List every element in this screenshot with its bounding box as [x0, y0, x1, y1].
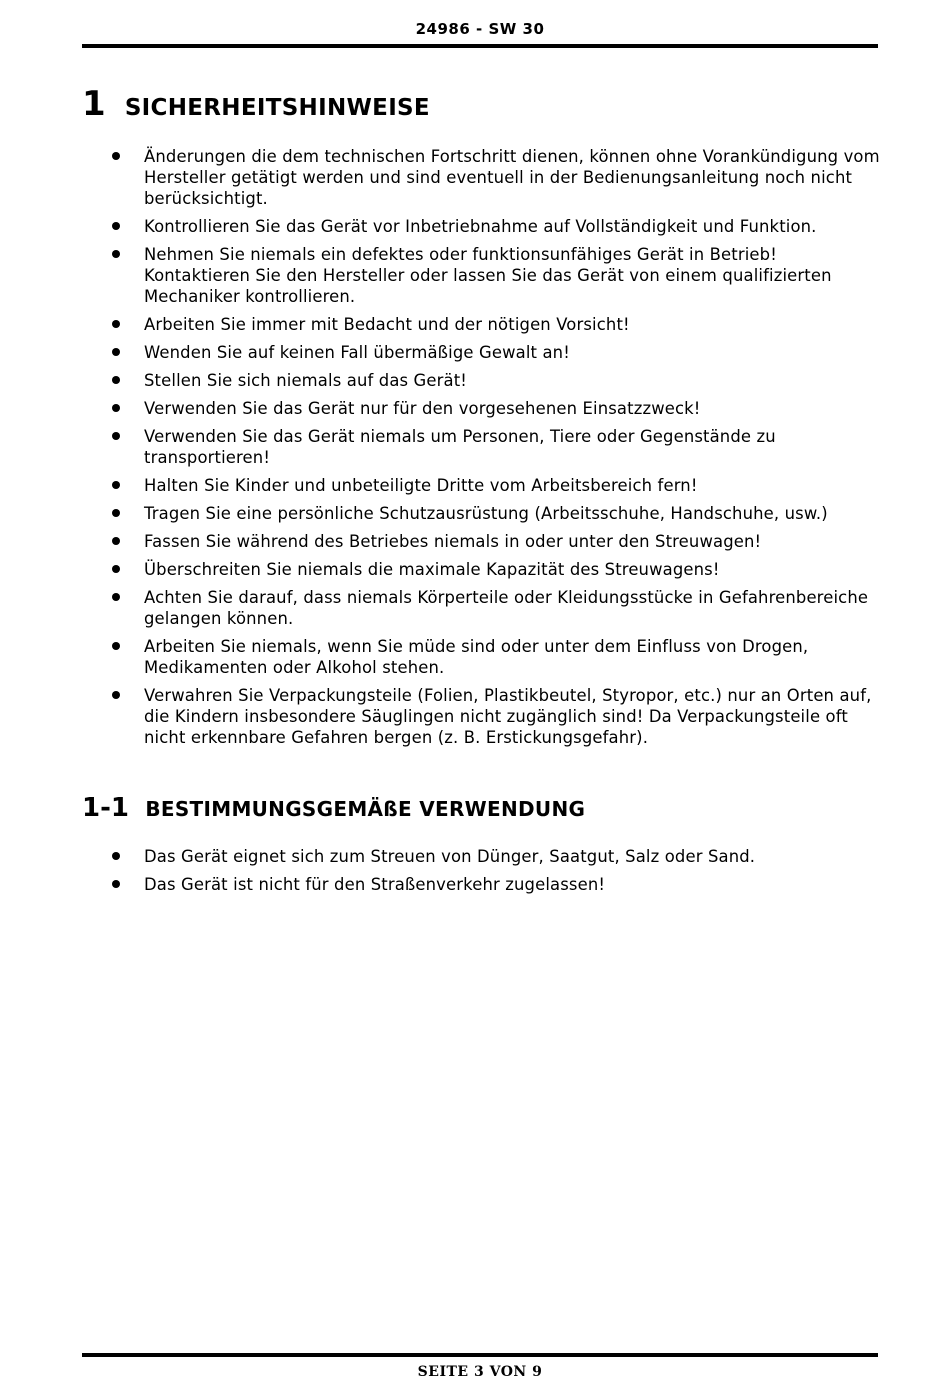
list-item: [110, 846, 880, 867]
list-item-text: Achten Sie darauf, dass niemals Körperteile oder Kleidungsstücke in Gefahrenbereiche gelangen können.: [144, 588, 869, 628]
bullet-icon: [112, 481, 120, 489]
bullet-icon: [112, 565, 120, 573]
bullet-icon: [112, 852, 120, 860]
list-item-text: Verwahren Sie Verpackungsteile (Folien, Plastikbeutel, Styropor, etc.) nur an Orten auf, die Kindern insbesondere Säuglingen nicht zugänglich sind! Da Verpackungsteile oft nicht erkennbare Gefahren bergen (z. B. Erstickungsgefahr).: [144, 686, 872, 747]
list-item: [110, 426, 880, 468]
list-item-text: Nehmen Sie niemals ein defektes oder funktionsunfähiges Gerät in Betrieb! Kontaktieren Sie den Hersteller oder lassen Sie das Gerät von einem qualifizierten Mechaniker kontrollieren.: [144, 245, 832, 306]
bullet-icon: [112, 250, 120, 258]
list-item: [110, 587, 880, 629]
list-item: [110, 398, 880, 419]
list-item-text: Das Gerät eignet sich zum Streuen von Dünger, Saatgut, Salz oder Sand.: [144, 847, 756, 866]
bullet-icon: [112, 320, 120, 328]
list-item-text: Arbeiten Sie immer mit Bedacht und der nötigen Vorsicht!: [144, 315, 630, 334]
bullet-icon: [112, 152, 120, 160]
section-number: 1: [82, 84, 106, 124]
list-item: [110, 685, 880, 748]
bullet-icon: [112, 642, 120, 650]
list-item: [110, 475, 880, 496]
footer-rule: [82, 1353, 878, 1357]
list-item: [110, 636, 880, 678]
list-item: [110, 146, 880, 209]
bullet-icon: [112, 348, 120, 356]
list-item: [110, 874, 880, 895]
list-item: [110, 244, 880, 307]
list-item-text: Überschreiten Sie niemals die maximale Kapazität des Streuwagens!: [144, 560, 720, 579]
section-title: SICHERHEITSHINWEISE: [124, 95, 430, 121]
bullet-icon: [112, 376, 120, 384]
list-item-text: Halten Sie Kinder und unbeteiligte Dritte vom Arbeitsbereich fern!: [144, 476, 698, 495]
section-title: BESTIMMUNGSGEMÄßE VERWENDUNG: [145, 797, 586, 821]
list-item-text: Kontrollieren Sie das Gerät vor Inbetriebnahme auf Vollständigkeit und Funktion.: [144, 217, 817, 236]
list-item-text: Wenden Sie auf keinen Fall übermäßige Gewalt an!: [144, 343, 570, 362]
list-item: [110, 314, 880, 335]
bullet-icon: [112, 509, 120, 517]
bullet-icon: [112, 691, 120, 699]
list-item-text: Änderungen die dem technischen Fortschritt dienen, können ohne Vorankündigung vom Hersteller getätigt werden und sind eventuell in der Bedienungsanleitung noch nicht berücksichtigt.: [144, 147, 880, 208]
list-item: [110, 370, 880, 391]
list-item: [110, 531, 880, 552]
bullet-icon: [112, 432, 120, 440]
page-footer: SEITE 3 VON 9: [417, 1364, 543, 1380]
section-heading-safety: [82, 84, 430, 124]
bullet-icon: [112, 404, 120, 412]
list-item-text: Verwenden Sie das Gerät niemals um Personen, Tiere oder Gegenstände zu transportieren!: [144, 427, 776, 467]
section-heading-intended-use: [82, 793, 585, 823]
page-header: 24986 - SW 30: [415, 20, 545, 38]
safety-instructions-list: [110, 146, 880, 755]
bullet-icon: [112, 593, 120, 601]
list-item-text: Verwenden Sie das Gerät nur für den vorgesehenen Einsatzzweck!: [144, 399, 701, 418]
list-item-text: Fassen Sie während des Betriebes niemals in oder unter den Streuwagen!: [144, 532, 762, 551]
list-item-text: Stellen Sie sich niemals auf das Gerät!: [144, 371, 468, 390]
list-item: [110, 216, 880, 237]
list-item: [110, 559, 880, 580]
section-number: 1-1: [82, 793, 129, 823]
list-item-text: Das Gerät ist nicht für den Straßenverkehr zugelassen!: [144, 875, 606, 894]
bullet-icon: [112, 222, 120, 230]
list-item-text: Arbeiten Sie niemals, wenn Sie müde sind oder unter dem Einfluss von Drogen, Medikamenten oder Alkohol stehen.: [144, 637, 809, 677]
bullet-icon: [112, 537, 120, 545]
list-item-text: Tragen Sie eine persönliche Schutzausrüstung (Arbeitsschuhe, Handschuhe, usw.): [144, 504, 828, 523]
list-item: [110, 342, 880, 363]
header-rule: [82, 44, 878, 48]
bullet-icon: [112, 880, 120, 888]
list-item: [110, 503, 880, 524]
intended-use-list: [110, 846, 880, 902]
